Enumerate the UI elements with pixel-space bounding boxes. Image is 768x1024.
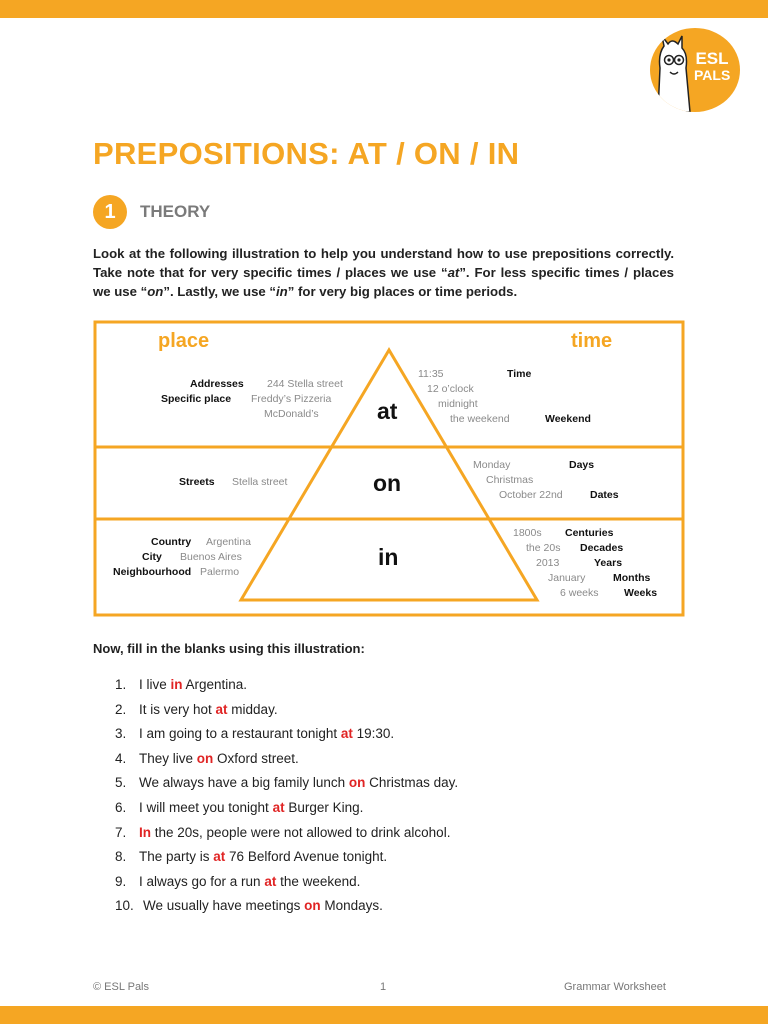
item-text-before: I will meet you tonight [139, 799, 273, 815]
item-answer: at [264, 873, 277, 889]
item-answer: at [213, 849, 226, 865]
exercise-item [93, 725, 693, 750]
item-sentence [139, 725, 394, 743]
item-number: 7. [115, 824, 127, 840]
label-dates: Dates [590, 489, 619, 501]
label-years: Years [594, 557, 623, 569]
label-time: Time [507, 368, 532, 380]
exercise-item [93, 848, 693, 873]
item-text-after: midday. [227, 701, 278, 717]
exercise-item [93, 701, 693, 726]
exercise-item [93, 873, 693, 898]
item-sentence [139, 701, 278, 719]
item-sentence [143, 897, 383, 915]
item-number: 5. [115, 775, 127, 791]
intro-text-3: ”. Lastly, we use “ [163, 284, 276, 299]
example-midnight: midnight [438, 398, 478, 410]
example-6-weeks: 6 weeks [560, 587, 599, 599]
item-text-after: Mondays. [320, 898, 383, 914]
item-text-before: I am going to a restaurant tonight [139, 726, 341, 742]
exercise-item [93, 676, 693, 701]
item-number: 3. [115, 726, 127, 742]
logo-wordmark [694, 50, 730, 82]
example-christmas: Christmas [486, 474, 534, 486]
exercise-item [93, 799, 693, 824]
example-january: January [548, 572, 586, 584]
footer-page-number: 1 [380, 981, 387, 993]
item-number: 6. [115, 799, 127, 815]
item-text-before: The party is [139, 849, 214, 865]
intro-word-in: in [276, 284, 288, 299]
exercise-item [93, 824, 693, 849]
item-sentence [139, 676, 247, 694]
example-october-22nd: October 22nd [499, 489, 563, 501]
example-the-20s: the 20s [526, 542, 561, 554]
example-1135: 11:35 [418, 368, 444, 380]
item-sentence [139, 799, 363, 817]
item-answer: at [340, 726, 353, 742]
item-text-before: I always go for a run [139, 873, 265, 889]
top-accent-bar [0, 0, 768, 18]
item-answer: on [348, 775, 366, 791]
logo-text-line1: ESL [695, 49, 729, 68]
label-weekend: Weekend [545, 413, 591, 425]
example-2013: 2013 [536, 557, 560, 569]
item-answer: at [272, 799, 285, 815]
intro-text-4: ” for very big places or time periods. [287, 284, 518, 299]
place-header: place [158, 330, 210, 352]
item-answer: on [304, 898, 321, 914]
item-sentence [139, 824, 450, 842]
bottom-accent-bar [0, 1006, 768, 1024]
section-title: THEORY [140, 202, 211, 221]
item-text-after: the 20s, people were not allowed to drink alcohol. [151, 824, 451, 840]
intro-paragraph [93, 244, 674, 301]
item-text-before: I live [139, 677, 171, 692]
intro-text-2: ”. For less specific times / places we use “ [93, 265, 675, 299]
time-header: time [571, 330, 613, 352]
item-number: 9. [115, 873, 127, 889]
item-number: 2. [115, 701, 127, 717]
logo-text-line2: PALS [694, 67, 731, 83]
label-weeks: Weeks [624, 587, 658, 599]
item-answer: at [215, 701, 228, 717]
triangle-label-in: in [378, 544, 399, 570]
exercise-item [93, 750, 693, 775]
item-text-after: Argentina. [182, 677, 248, 692]
label-specific-place: Specific place [161, 393, 232, 405]
example-buenos-aires: Buenos Aires [180, 551, 242, 563]
label-addresses: Addresses [190, 378, 244, 390]
item-text-after: 76 Belford Avenue tonight. [225, 849, 388, 865]
item-number: 4. [115, 750, 127, 766]
example-1800s: 1800s [513, 527, 542, 539]
item-sentence [139, 750, 299, 768]
item-sentence [139, 873, 360, 891]
example-12-oclock: 12 o’clock [427, 383, 474, 395]
example-argentina: Argentina [206, 536, 251, 548]
label-city: City [142, 551, 162, 563]
item-sentence [139, 848, 387, 866]
item-text-before: We always have a big family lunch [139, 775, 349, 791]
item-text-after: Oxford street. [213, 750, 299, 766]
example-freddys: Freddy’s Pizzeria [251, 393, 332, 405]
page-title: PREPOSITIONS: AT / ON / IN [93, 136, 520, 171]
exercise-heading: Now, fill in the blanks using this illustration: [93, 641, 365, 656]
item-answer: on [196, 750, 214, 766]
item-text-after: Burger King. [284, 799, 364, 815]
exercise-list [93, 676, 693, 922]
exercise-item [93, 774, 693, 799]
intro-text-1: Look at the following illustration to help you understand how to use prepositions correctly. Take note that for very specific times / places we use “ [93, 246, 674, 280]
triangle-label-at: at [377, 398, 398, 424]
item-sentence [139, 774, 458, 792]
item-text-before: They live [139, 750, 197, 766]
item-text-after: the weekend. [276, 873, 361, 889]
label-centuries: Centuries [565, 527, 614, 539]
item-text-after: Christmas day. [365, 775, 459, 791]
item-number: 8. [115, 849, 127, 865]
triangle-label-on: on [373, 470, 402, 496]
item-text-after: 19:30. [352, 726, 395, 742]
item-text-before: It is very hot [139, 701, 216, 717]
preposition-diagram [93, 320, 686, 618]
item-number: 1. [115, 677, 127, 692]
example-stella-street: Stella street [232, 476, 288, 488]
label-country: Country [151, 536, 192, 548]
example-monday: Monday [473, 459, 511, 471]
example-address: 244 Stella street [267, 378, 343, 390]
exercise-item [93, 897, 693, 922]
footer-doc-title: Grammar Worksheet [564, 981, 666, 993]
label-streets: Streets [179, 476, 215, 488]
item-text-before: We usually have meetings [143, 898, 305, 914]
example-mcdonalds: McDonald’s [264, 408, 319, 420]
label-months: Months [613, 572, 651, 584]
example-palermo: Palermo [200, 566, 240, 578]
esl-pals-logo [650, 28, 740, 112]
item-number: 10. [115, 898, 134, 914]
item-answer: In [139, 824, 151, 840]
label-days: Days [569, 459, 595, 471]
intro-word-at: at [447, 265, 460, 280]
item-answer: in [170, 677, 183, 692]
section-number-badge: 1 [93, 195, 127, 229]
label-decades: Decades [580, 542, 624, 554]
intro-word-on: on [147, 284, 164, 299]
footer-copyright: © ESL Pals [93, 981, 149, 993]
example-the-weekend: the weekend [450, 413, 510, 425]
label-neighbourhood: Neighbourhood [113, 566, 192, 578]
